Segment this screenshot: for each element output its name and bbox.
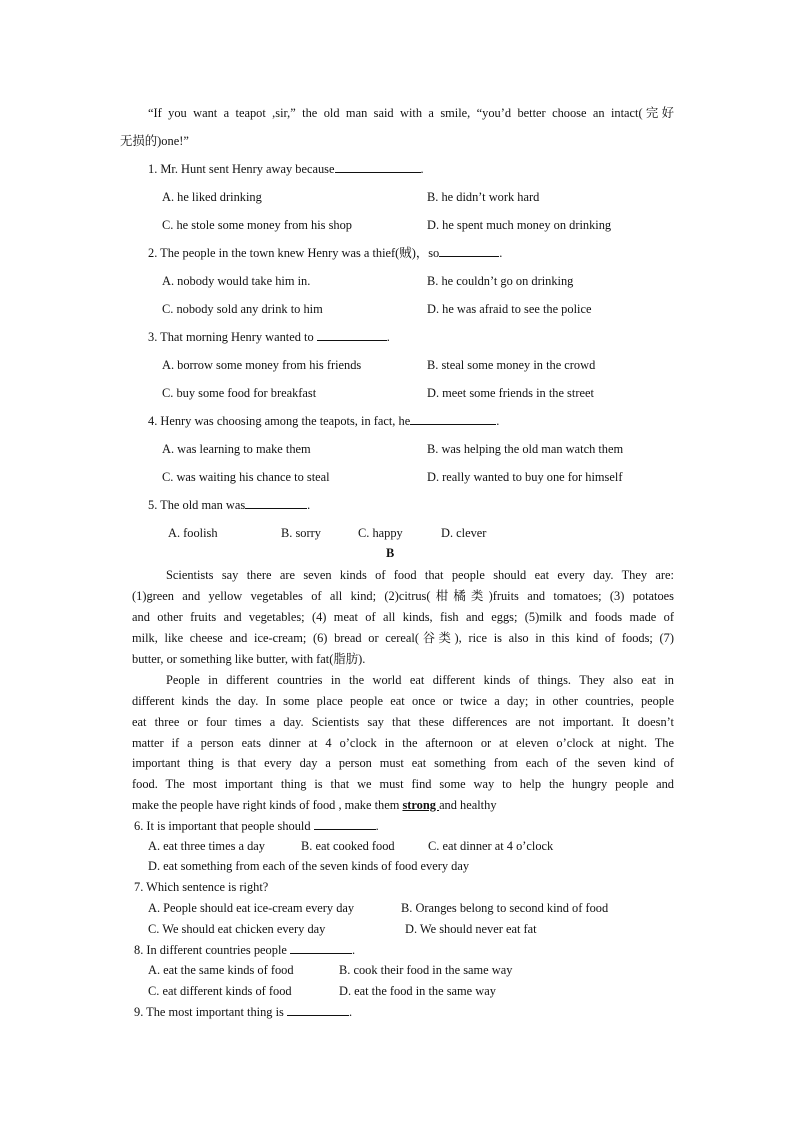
answer-blank: [410, 413, 496, 425]
question-4-stem: 4. Henry was choosing among the teapots, in fact, he .: [148, 414, 500, 428]
paragraph-2-line: different kinds the day. In some place people eat once or twice a day; in other countries, people: [132, 694, 674, 708]
paragraph-2-line: People in different countries in the world eat different kinds of things. They also eat in: [166, 673, 674, 687]
q3-option-d: D. meet some friends in the street: [427, 386, 594, 400]
q8-option-c: C. eat different kinds of food: [148, 984, 292, 998]
paragraph-1-line: butter, or something like butter, with fat(脂肪).: [132, 652, 366, 666]
q2-option-d: D. he was afraid to see the police: [427, 302, 592, 316]
q2-option-b: B. he couldn’t go on drinking: [427, 274, 574, 288]
q4-option-b: B. was helping the old man watch them: [427, 442, 624, 456]
question-6-stem: 6. It is important that people should .: [134, 819, 379, 833]
q7-option-a: A. People should eat ice-cream every day: [148, 901, 355, 915]
q6-option-b: B. eat cooked food: [301, 839, 395, 853]
answer-blank: [439, 245, 499, 257]
q2-option-a: A. nobody would take him in.: [162, 274, 311, 288]
question-7-stem: 7. Which sentence is right?: [134, 880, 269, 894]
paragraph-2-line: matter if a person eats dinner at 4 o’clock in the afternoon or at eleven o’clock at night. The: [132, 736, 674, 750]
q3-option-a: A. borrow some money from his friends: [162, 358, 362, 372]
q8-option-d: D. eat the food in the same way: [339, 984, 496, 998]
intro-line-2: 无损的)one!”: [120, 134, 189, 148]
q3-option-c: C. buy some food for breakfast: [162, 386, 317, 400]
paragraph-1-line: (1)green and yellow vegetables of all kind; (2)citrus(柑橘类)fruits and tomatoes; (3) potatoes: [132, 589, 674, 603]
paragraph-2-line: make the people have right kinds of food , make them strong and healthy: [132, 798, 497, 812]
q8-option-b: B. cook their food in the same way: [339, 963, 513, 977]
answer-blank: [290, 942, 352, 954]
section-b-heading: B: [386, 546, 395, 560]
answer-blank: [245, 497, 307, 509]
question-9-stem: 9. The most important thing is .: [134, 1005, 353, 1019]
q1-option-a: A. he liked drinking: [162, 190, 262, 204]
q1-option-b: B. he didn’t work hard: [427, 190, 540, 204]
q6-option-d: D. eat something from each of the seven kinds of food every day: [148, 859, 470, 873]
paragraph-1-line: milk, like cheese and ice-cream; (6) bread or cereal(谷类), rice is also in this kind of foods; (7): [132, 631, 674, 645]
paragraph-1-line: and other fruits and vegetables; (4) meat of all kinds, fish and eggs; (5)milk and foods made of: [132, 610, 674, 624]
answer-blank: [335, 161, 421, 173]
q1-option-c: C. he stole some money from his shop: [162, 218, 352, 232]
intro-line-1: “If you want a teapot ,sir,” the old man said with a smile, “you’d better choose an intact(完好: [148, 106, 674, 120]
q3-option-b: B. steal some money in the crowd: [427, 358, 596, 372]
q1-option-d: D. he spent much money on drinking: [427, 218, 612, 232]
q6-option-c: C. eat dinner at 4 o’clock: [428, 839, 554, 853]
q5-option-d: D. clever: [441, 526, 487, 540]
paragraph-2-line: food. The most important thing is that we must find some way to help the hungry people and: [132, 777, 674, 791]
q5-option-a: A. foolish: [168, 526, 218, 540]
q4-option-a: A. was learning to make them: [162, 442, 311, 456]
q7-option-b: B. Oranges belong to second kind of food: [401, 901, 609, 915]
underlined-word-strong: strong: [402, 798, 440, 812]
q7-option-c: C. We should eat chicken every day: [148, 922, 326, 936]
q8-option-a: A. eat the same kinds of food: [148, 963, 294, 977]
q5-option-b: B. sorry: [281, 526, 321, 540]
q5-option-c: C. happy: [358, 526, 403, 540]
q2-option-c: C. nobody sold any drink to him: [162, 302, 323, 316]
q4-option-c: C. was waiting his chance to steal: [162, 470, 330, 484]
paragraph-2-line: eat three or four times a day. Scientists say that these differences are not important. It doesn’t: [132, 715, 674, 729]
answer-blank: [314, 818, 376, 830]
question-5-stem: 5. The old man was .: [148, 498, 311, 512]
question-1-stem: 1. Mr. Hunt sent Henry away because .: [148, 162, 424, 176]
question-3-stem: 3. That morning Henry wanted to .: [148, 330, 390, 344]
q4-option-d: D. really wanted to buy one for himself: [427, 470, 623, 484]
q7-option-d: D. We should never eat fat: [405, 922, 537, 936]
question-2-stem: 2. The people in the town knew Henry was a thief(贼)，so .: [148, 246, 503, 260]
question-8-stem: 8. In different countries people .: [134, 943, 356, 957]
paragraph-2-line: important thing is that every day a person must eat something from each of the seven kind of: [132, 756, 674, 770]
answer-blank: [287, 1004, 349, 1016]
paragraph-1-line: Scientists say there are seven kinds of food that people should eat every day. They are:: [166, 568, 674, 582]
answer-blank: [317, 329, 387, 341]
q6-option-a: A. eat three times a day: [148, 839, 265, 853]
